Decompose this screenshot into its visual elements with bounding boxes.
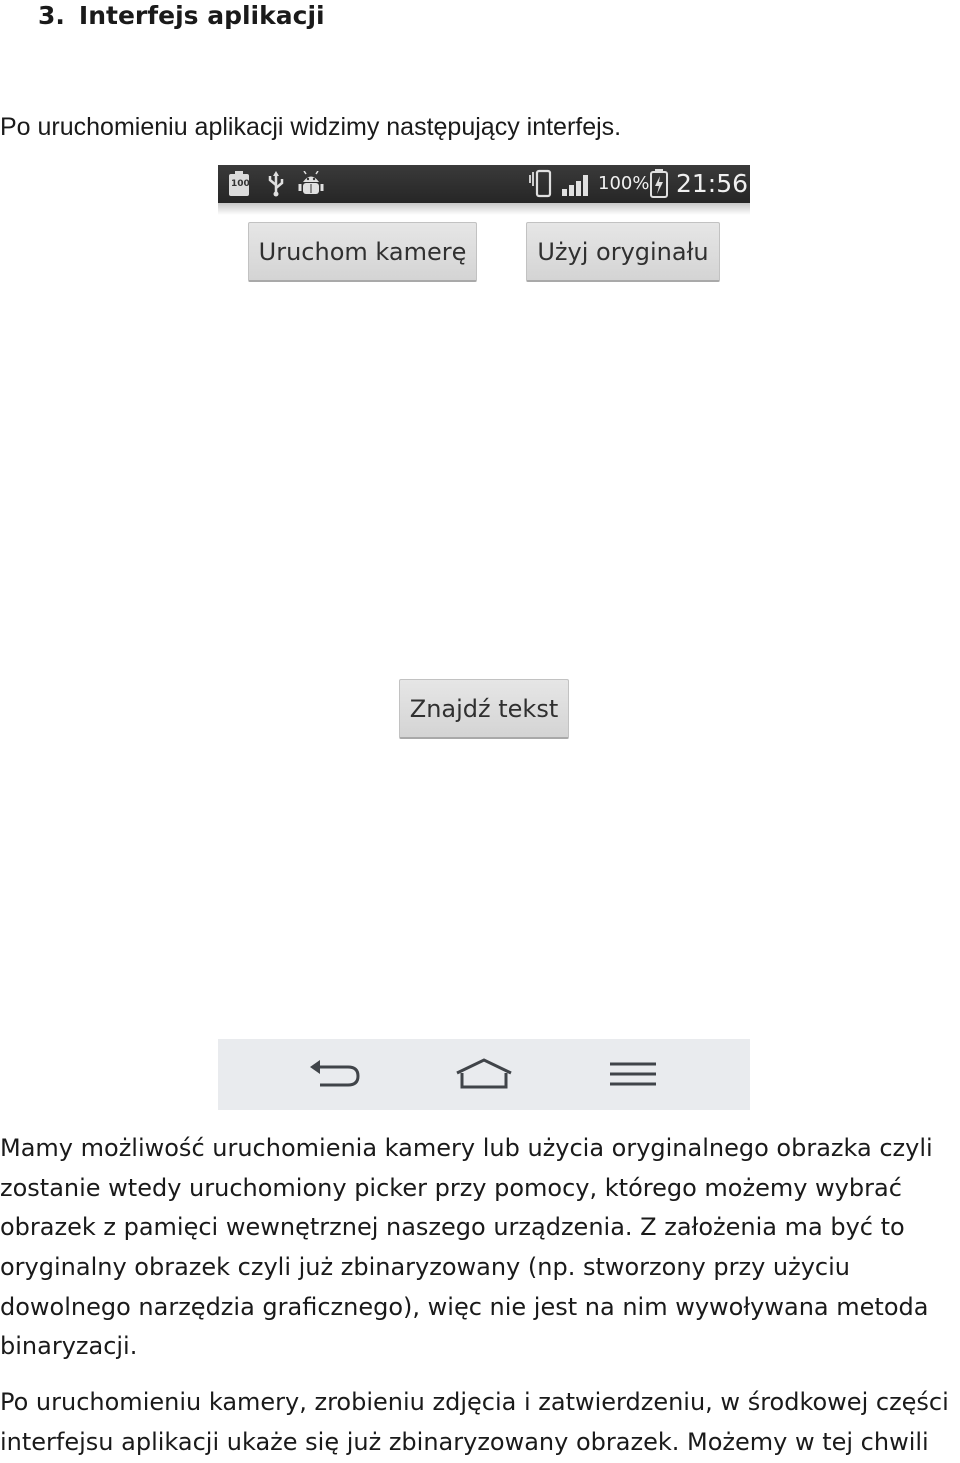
description-text <box>0 1129 960 1463</box>
menu-icon[interactable] <box>608 1059 658 1096</box>
battery-charging-icon <box>650 169 668 204</box>
paragraph-line: Po uruchomieniu kamery, zrobieniu zdjęcia i zatwierdzeniu, w środkowej części <box>0 1388 949 1417</box>
find-text-button[interactable]: Znajdź tekst <box>399 679 569 739</box>
intro-text: Po uruchomieniu aplikacji widzimy następujący interfejs. <box>0 113 622 141</box>
section-title: Interfejs aplikacji <box>78 1 325 30</box>
battery-percent: 100% <box>598 173 650 194</box>
navigation-bar <box>218 1039 750 1110</box>
paragraph-line: obrazek z pamięci wewnętrznej naszego urządzenia. Z założenia ma być to <box>0 1213 905 1242</box>
paragraph-line: dowolnego narzędzia graficznego), więc nie jest na nim wywoływana metoda <box>0 1292 929 1321</box>
paragraph-1 <box>0 1129 960 1367</box>
paragraph-2 <box>0 1383 960 1462</box>
section-number: 3. <box>38 1 65 30</box>
paragraph-line: interfejsu aplikacji ukaże się już zbinaryzowany obrazek. Możemy w tej chwili <box>0 1427 929 1456</box>
status-bar-shadow <box>218 203 750 215</box>
phone-screenshot <box>218 165 750 1110</box>
usb-icon <box>266 171 286 202</box>
status-bar <box>218 165 750 203</box>
paragraph-line: oryginalny obrazek czyli już zbinaryzowany (np. stworzony przy użyciu <box>0 1253 850 1282</box>
vibrate-icon <box>528 169 554 204</box>
paragraph-line: binaryzacji. <box>0 1332 138 1361</box>
battery-badge-text: 100 <box>231 179 250 189</box>
section-heading <box>38 0 325 32</box>
back-icon[interactable] <box>308 1059 362 1096</box>
status-time: 21:56 <box>676 169 749 198</box>
paragraph-line: Mamy możliwość uruchomienia kamery lub użycia oryginalnego obrazka czyli <box>0 1134 933 1162</box>
use-original-button[interactable]: Użyj oryginału <box>526 222 720 282</box>
signal-icon <box>562 173 592 202</box>
android-debug-icon <box>298 171 324 202</box>
start-camera-button[interactable]: Uruchom kamerę <box>248 222 477 282</box>
home-icon[interactable] <box>454 1057 514 1096</box>
paragraph-line: zostanie wtedy uruchomiony picker przy pomocy, którego możemy wybrać <box>0 1173 902 1202</box>
